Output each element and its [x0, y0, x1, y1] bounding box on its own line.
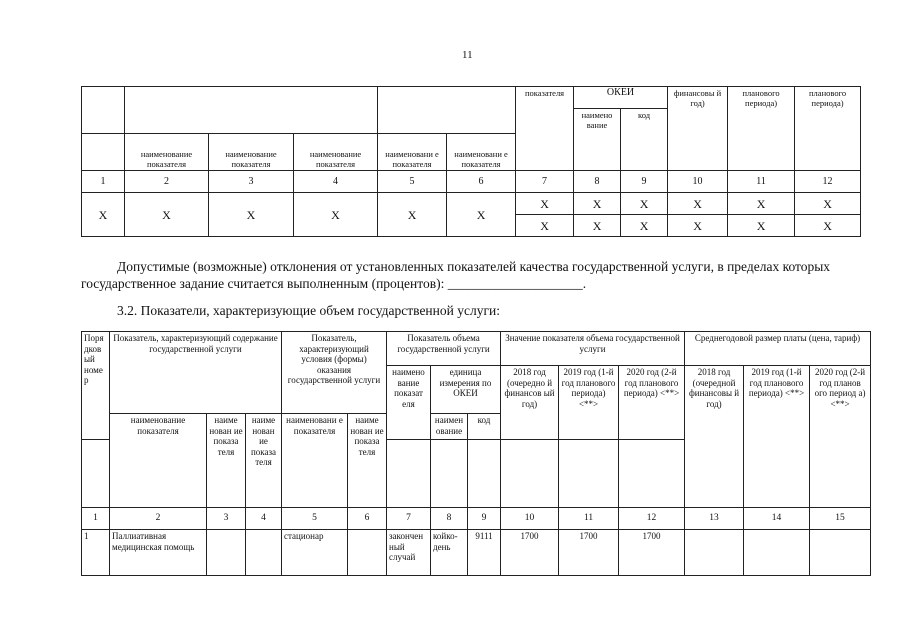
row-value-2019: 1700: [559, 530, 619, 576]
column-number: 4: [294, 171, 378, 193]
column-number: 2: [125, 171, 209, 193]
header-condition-sub: наименовани е показателя: [282, 414, 348, 508]
column-number: 8: [431, 508, 468, 530]
header-okei-code: код: [621, 109, 668, 171]
row-value-2018: 1700: [501, 530, 559, 576]
table-cell: Х: [294, 193, 378, 237]
header-condition-indicator: Показатель, характеризующий условия (формы) оказания государственной услуги: [282, 332, 387, 414]
header-content-sub: наиме нован ие показа теля: [246, 414, 282, 508]
column-number: 1: [82, 171, 125, 193]
table-cell: Х: [447, 193, 516, 237]
column-number: 6: [447, 171, 516, 193]
header-value-2019: 2019 год (1-й год планового периода) <**>: [559, 366, 619, 440]
column-number: 3: [209, 171, 294, 193]
column-number: 5: [282, 508, 348, 530]
table-cell: Х: [668, 215, 728, 237]
table-cell: Х: [125, 193, 209, 237]
table-cell: Х: [574, 193, 621, 215]
header-fin-year: финансовы й год): [668, 87, 728, 171]
volume-indicators-table: [81, 331, 871, 576]
table-cell: Х: [795, 193, 861, 215]
table-cell: Х: [668, 193, 728, 215]
column-number: 12: [619, 508, 685, 530]
column-number: 9: [621, 171, 668, 193]
table-cell: Х: [795, 215, 861, 237]
column-number: 12: [795, 171, 861, 193]
header-okei: ОКЕИ: [574, 87, 668, 109]
row-volume-name: закончен ный случай: [387, 530, 431, 576]
row-value-2020: 1700: [619, 530, 685, 576]
header-order-number: Поря дков ый номе р: [82, 332, 110, 440]
column-number: 5: [378, 171, 447, 193]
column-number: 8: [574, 171, 621, 193]
row-unit-name: койко- день: [431, 530, 468, 576]
row-unit-code: 9111: [468, 530, 501, 576]
header-content-sub: наиме нован ие показа теля: [207, 414, 246, 508]
header-okei-name: наимено вание: [574, 109, 621, 171]
quality-indicators-table: [81, 86, 861, 237]
column-number: 15: [810, 508, 871, 530]
header-content-sub: наименование показателя: [110, 414, 207, 508]
column-number: 7: [387, 508, 431, 530]
header-pokazatelya: показателя: [516, 87, 574, 171]
column-number: 6: [348, 508, 387, 530]
header-content-indicator: Показатель, характеризующий содержание государственной услуги: [110, 332, 282, 414]
header-condition-sub: наиме нован ие показа теля: [348, 414, 387, 508]
row-number: 1: [82, 530, 110, 576]
table-cell: Х: [728, 215, 795, 237]
table-cell: Х: [621, 193, 668, 215]
column-number: 7: [516, 171, 574, 193]
column-number: 13: [685, 508, 744, 530]
table-cell: Х: [378, 193, 447, 237]
header-indicator-name: наименование показателя: [294, 134, 378, 171]
column-number: 9: [468, 508, 501, 530]
header-average-fee: Среднегодовой размер платы (цена, тариф): [685, 332, 871, 366]
column-number: 14: [744, 508, 810, 530]
header-plan-1: планового периода): [728, 87, 795, 171]
header-plan-2: планового периода): [795, 87, 861, 171]
table-cell: Х: [574, 215, 621, 237]
header-volume-indicator: Показатель объема государственной услуги: [387, 332, 501, 366]
table-cell: Х: [621, 215, 668, 237]
table-cell: Х: [516, 193, 574, 215]
page-number: 11: [462, 49, 473, 61]
header-indicator-name: наименование показателя: [209, 134, 294, 171]
table-cell: Х: [82, 193, 125, 237]
column-number: 10: [668, 171, 728, 193]
deviation-paragraph: Допустимые (возможные) отклонения от установленных показателей качества государственной услуги, в пределах которых государственное задание считается выполненным (процентов): ____________________.: [81, 259, 831, 291]
table-cell: Х: [728, 193, 795, 215]
header-fee-2019: 2019 год (1-й год планового периода) <**>: [744, 366, 810, 508]
column-number: 4: [246, 508, 282, 530]
table-cell: Х: [516, 215, 574, 237]
header-value-2020: 2020 год (2-й год планового периода) <**>: [619, 366, 685, 440]
header-unit-okei: единица измерения по ОКЕИ: [431, 366, 501, 414]
header-fee-2018: 2018 год (очередной финансовы й год): [685, 366, 744, 508]
row-condition: стационар: [282, 530, 348, 576]
header-unit-code: код: [468, 414, 501, 440]
column-number: 2: [110, 508, 207, 530]
table-row: [82, 530, 871, 576]
column-number: 11: [728, 171, 795, 193]
header-indicator-name: наименовани е показателя: [447, 134, 516, 171]
column-number: 1: [82, 508, 110, 530]
header-value-2018: 2018 год (очередно й финансов ый год): [501, 366, 559, 440]
column-number: 11: [559, 508, 619, 530]
table-cell: Х: [209, 193, 294, 237]
header-unit-name: наимен ование: [431, 414, 468, 440]
column-number: 3: [207, 508, 246, 530]
header-volume-value: Значение показателя объема государственной услуги: [501, 332, 685, 366]
section-title: 3.2. Показатели, характеризующие объем государственной услуги:: [117, 303, 500, 318]
header-indicator-name: наименовани е показателя: [378, 134, 447, 171]
column-number: 10: [501, 508, 559, 530]
header-indicator-name: наименование показателя: [125, 134, 209, 171]
row-content: Паллиативная медицинская помощь: [110, 530, 207, 576]
header-fee-2020: 2020 год (2-й год планов ого период а) <**>: [810, 366, 871, 508]
header-volume-name: наимено вание показат еля: [387, 366, 431, 440]
